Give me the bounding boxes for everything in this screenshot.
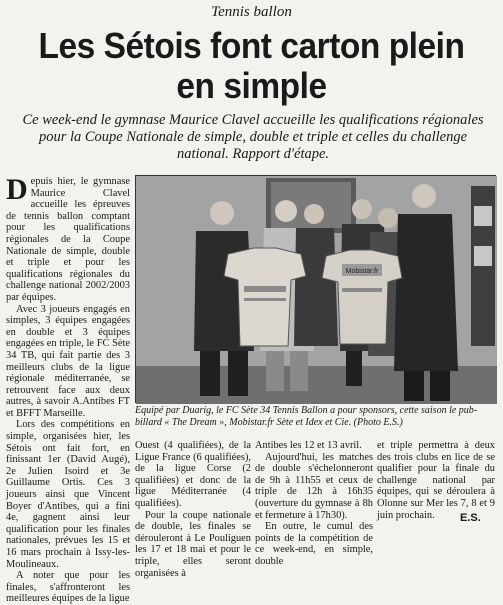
paragraph [6,173,130,304]
photo-caption: Equipé par Duarig, le FC Sète 34 Tennis Ballon a pour sponsors, cette saison le pub-billard « The Dream », Mobistar.fr Sète et Idex et Cie. (Photo E.S.) [135,405,478,428]
paragraph: Antibes les 12 et 13 avril. [255,440,362,451]
paragraph: et triple permettra à deux des trois clubs en lice de se qualifier pour la finale du challenge national par équipes, qui se déroulera à Olonne sur Mer les 7, 8 et 9 juin prochain. [377,440,495,521]
paragraph: Avec 3 joueurs engagés en simples, 3 équipes engagées en double et 3 équipes engagées en triple, le FC Sète 34 TB, qui fait partie des 3 meilleurs clubs de la ligue régionale méditerranée, se retrouvent face aux deux autres, à savoir A.Antibes FT et BFFT Marseille. [6,303,130,419]
article-column-3 [255,440,373,567]
lead-paragraph: Ce week-end le gymnase Maurice Clavel accueille les qualifications régionales pour la Coupe Nationale de simple, double et triple et celles du challenge national. Rapport d'étape. [22,112,484,162]
author-signature: E.S. [460,512,481,524]
jersey-sponsor-text: Mobistar.fr [345,268,379,275]
article-column-1 [6,173,130,605]
drop-cap: D [6,173,28,206]
paragraph-text: epuis hier, le gymnase Maurice Clavel accueille les épreuves de tennis ballon comptant pour les qualifications régionales de la Coupe Nationale de simple, double et triple et pour les qualifications régionales du challenge national 2002/2003 par équipes. [6,176,130,303]
headline: Les Sétois font carton plein en simple [38,25,465,106]
rubric: Tennis ballon [211,4,292,20]
team-photo [135,175,496,403]
paragraph: Ouest (4 qualifiées), de la Ligue France (6 qualifiées), de la ligue Corse (2 qualifiées) et donc de la ligue Méditerranée (4 qualifiées). [135,440,251,509]
person-right [394,184,458,401]
paragraph: A noter que pour les finales, s'affronteront les meilleures équipes de la ligue [6,570,130,605]
article-column-2 [135,440,251,579]
paragraph: Pour la coupe nationale de double, les finales se dérouleront à Le Pouliguen les 17 et 18 mai et pour le triple, elles seront organisées à [135,509,251,579]
paragraph: Aujourd'hui, les matches de double s'échelonneront de 9h à 11h55 et ceux de triple de 12h à 16h35 (ouverture du gymnase à 8h et fermeture à 17h30). [255,451,373,521]
paragraph: Lors des compétitions en simple, organisées hier, les Sétois ont fait fort, en finissant 1er (David Augé), 2e Julien Isoird et 3e Guillaume Ortis. Ces 3 joueurs ainsi que Vincent Boyer d'Antibes, qui a fini 4e, gagnent ainsi leur qualification pour les finales nationales, prévues les 15 et 16 mars prochain à Issy-les-Moulineaux. [6,419,130,570]
paragraph: En outre, le cumul des points de la compétition de ce week-end, en simple, double [255,521,373,567]
team-photo-illustration [136,176,497,404]
